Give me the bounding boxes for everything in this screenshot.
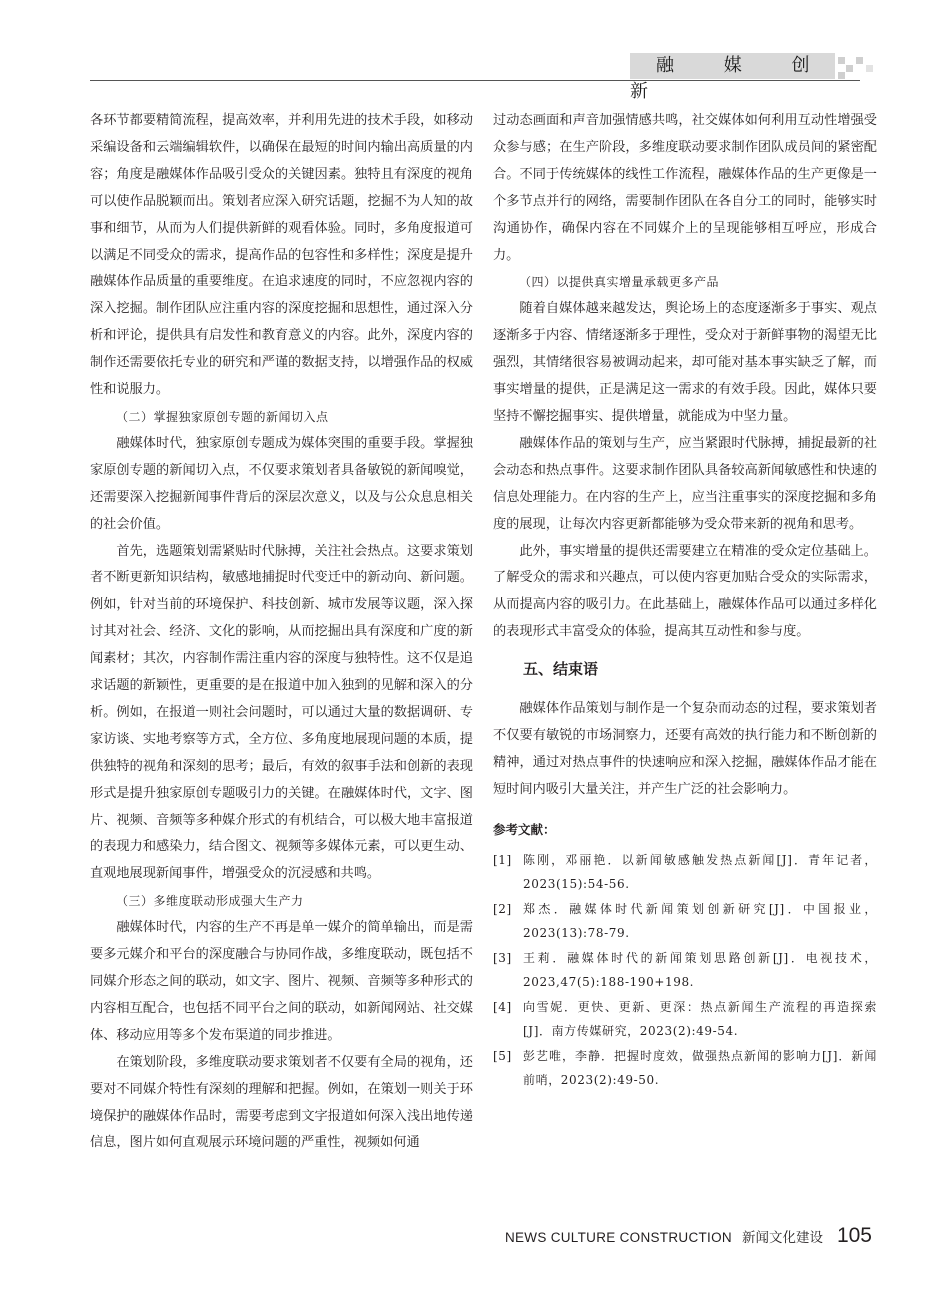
reference-number: [3] [493,950,512,965]
reference-item [493,995,877,1044]
section-title: 五、结束语 [523,660,599,679]
subsection-heading: （二）掌握独家原创专题的新闻切入点 [116,409,329,424]
body-paragraph: 随着自媒体越来越发达，舆论场上的态度逐渐多于事实、观点逐渐多于内容、情绪逐渐多于理性，受众对于新鲜事物的渴望无比强烈，其情绪很容易被调动起来，却可能对基本事实缺乏了解，而事实增量的提供，正是满足这一需求的有效手段。因此，媒体只要坚持不懈挖掘事实、提供增量，就能成为中坚力量。 [493,301,877,424]
header-rule [90,80,860,81]
section-label: 融 媒 创 新 [630,53,835,79]
subsection-heading: （三）多维度联动形成强大生产力 [116,894,304,909]
references-list [493,848,877,1093]
decorative-square [838,72,845,79]
decorative-square [856,57,863,64]
reference-number: [1] [493,852,512,867]
decorative-square [866,65,873,72]
body-paragraph: 此外，事实增量的提供还需要建立在精准的受众定位基础上。了解受众的需求和兴趣点，可以使内容更加贴合受众的实际需求，从而提高内容的吸引力。在此基础上，融媒体作品可以通过多样化的表现形式丰富受众的体验，提高其互动性和参与度。 [493,543,877,640]
reference-item [493,848,877,897]
body-paragraph: 在策划阶段，多维度联动要求策划者不仅要有全局的视角，还要对不同媒介特性有深刻的理解和把握。例如，在策划一则关于环境保护的融媒体作品时，需要考虑到文字报道如何深入浅出地传递信息，图片如何直观展示环境问题的严重性，视频如何通 [90,1054,473,1151]
body-paragraph: 融媒体作品策划与制作是一个复杂而动态的过程，要求策划者不仅要有敏锐的市场洞察力，还要有高效的执行能力和不断创新的精神，通过对热点事件的快速响应和深入挖掘，融媒体作品才能在短时间内吸引大量关注，并产生广泛的社会影响力。 [493,701,877,797]
decorative-square [846,65,853,72]
decorative-square [838,57,845,64]
reference-item [493,897,877,946]
left-column [90,108,473,1157]
body-paragraph: 融媒体时代，独家原创专题成为媒体突围的重要手段。掌握独家原创专题的新闻切入点，不仅要求策划者具备敏锐的新闻嗅觉，还需要深入挖掘新闻事件背后的深层次意义，以及与公众息息相关的社会价值。 [90,435,473,532]
reference-number: [2] [493,901,512,916]
reference-number: [4] [493,999,512,1014]
page-number: 105 [836,1224,872,1247]
body-paragraph: 融媒体时代，内容的生产不再是单一媒介的简单输出，而是需要多元媒介和平台的深度融合与协同作战，多维度联动，既包括不同媒介形态之间的联动，如文字、图片、视频、音频等多种形式的内容相互配合，也包括不同平台之间的联动，如新闻网站、社交媒体、移动应用等多个发布渠道的同步推进。 [90,920,473,1043]
right-column [493,108,877,1093]
subsection-heading: （四）以提供真实增量承载更多产品 [519,275,720,290]
body-paragraph: 首先，选题策划需紧贴时代脉搏，关注社会热点。这要求策划者不断更新知识结构，敏感地捕捉时代变迁中的新动向、新问题。例如，针对当前的环境保护、科技创新、城市发展等议题，深入探讨其对社会、经济、文化的影响，从而挖掘出具有深度和广度的新闻素材；其次，内容制作需注重内容的深度与独特性。这不仅是追求话题的新颖性，更重要的是在报道中加入独到的见解和深入的分析。例如，在报道一则社会问题时，可以通过大量的数据调研、专家访谈、实地考察等方式，全方位、多角度地展现问题的本质，提供独特的视角和深刻的思考；最后，有效的叙事手法和创新的表现形式是提升独家原创专题吸引力的关键。在融媒体时代，文字、图片、视频、音频等多种媒介形式的有机结合，可以极大地丰富报道的表现力和感染力，结合图文、视频等多媒体元素，可以更生动、直观地展现新闻事件，增强受众的沉浸感和共鸣。 [90,543,473,882]
reference-item [493,1044,877,1093]
reference-text: 向雪妮．更快、更新、更深：热点新闻生产流程的再造探索[J]．南方传媒研究，2023(2):49-54. [523,999,877,1039]
body-paragraph: 过动态画面和声音加强情感共鸣，社交媒体如何利用互动性增强受众参与感；在生产阶段，多维度联动要求制作团队成员间的紧密配合。不同于传统媒体的线性工作流程，融媒体作品的生产更像是一个多节点并行的网络，需要制作团队在各自分工的同时，能够实时沟通协作，确保内容在不同媒介上的呈现能够相互呼应，形成合力。 [493,113,877,263]
reference-text: 彭艺唯，李静．把握时度效，做强热点新闻的影响力[J]．新闻前哨，2023(2):49-50. [523,1048,877,1088]
page-footer [505,1224,872,1248]
reference-text: 郑杰．融媒体时代新闻策划创新研究[J]．中国报业，2023(13):78-79. [523,901,877,941]
reference-item [493,946,877,995]
references-title: 参考文献： [493,821,556,837]
reference-number: [5] [493,1048,512,1063]
body-paragraph: 各环节都要精简流程，提高效率，并利用先进的技术手段，如移动采编设备和云端编辑软件，以确保在最短的时间内输出高质量的内容；角度是融媒体作品吸引受众的关键因素。独特且有深度的视角可以使作品脱颖而出。策划者应深入研究话题，挖掘不为人知的故事和细节，从而为人们提供新鲜的观看体验。同时，多角度报道可以满足不同受众的需求，提高作品的包容性和多样性；深度是提升融媒体作品质量的重要维度。在追求速度的同时，不应忽视内容的深入挖掘。制作团队应注重内容的深度挖掘和思想性，通过深入分析和评论，提供具有启发性和教育意义的内容。此外，深度内容的制作还需要依托专业的研究和严谨的数据支持，以增强作品的权威性和说服力。 [90,113,473,398]
body-paragraph: 融媒体作品的策划与生产，应当紧跟时代脉搏，捕捉最新的社会动态和热点事件。这要求制作团队具备较高新闻敏感性和快速的信息处理能力。在内容的生产上，应当注重事实的深度挖掘和多角度的展现，让每次内容更新都能够为受众带来新的视角和思考。 [493,435,877,532]
reference-text: 王莉．融媒体时代的新闻策划思路创新[J]．电视技术，2023,47(5):188-190+198. [523,950,877,990]
journal-name-cn: 新闻文化建设 [741,1230,823,1245]
journal-name-en: NEWS CULTURE CONSTRUCTION [504,1230,732,1245]
reference-text: 陈刚，邓丽艳．以新闻敏感触发热点新闻[J]．青年记者，2023(15):54-56. [523,852,877,892]
